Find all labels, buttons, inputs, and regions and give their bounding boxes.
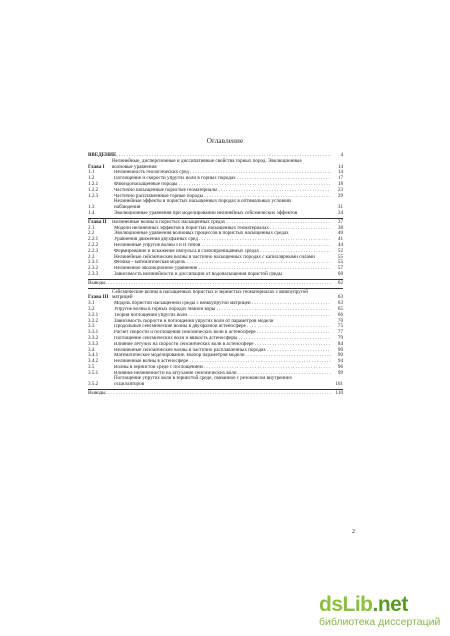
toc-entry: [88, 159, 343, 171]
toc-entry-title: Частично расплавленные горные породы . . .: [114, 194, 331, 200]
toc-entry-number: 2.2.1: [88, 236, 99, 243]
toc-separator: [88, 218, 343, 219]
toc-entry-title: Нелинейные упругие волны I и II типов . . .: [114, 243, 331, 249]
toc-entry-number: 3.4: [88, 346, 95, 353]
toc-entry-title: Расчет скорости и поглощения сейсмических волн в астеносфере . . .: [114, 330, 331, 336]
toc-entry-number: 2.3: [88, 253, 95, 260]
toc-entry-page: 41: [337, 236, 343, 243]
toc-entry-title: Модель пористой насыщенной среды с вязкоупругой матрицей . . .: [114, 301, 331, 307]
toc-entry-number: Выводы: [88, 279, 106, 286]
toc-entry-page: 55: [337, 253, 343, 260]
toc-entry-number: 3.5.1: [88, 369, 99, 376]
toc-entry-title: [106, 281, 331, 287]
toc-entry-title: Продольные сейсмические волны в двухфазной астеносфере . . .: [114, 324, 331, 330]
toc-entry-page: 75: [337, 323, 343, 330]
toc-entry: [88, 281, 343, 287]
toc-entry-page: 57: [337, 265, 343, 272]
toc-entry-page: 96: [337, 363, 343, 370]
toc-entry-title: Поглощение и скорости упругих волн в горных породах . . .: [114, 176, 331, 182]
toc-entry-title: Эволюционные уравнения при моделировании нелинейных сейсмических эффектов: [114, 209, 298, 216]
toc-entry-number: 3.4.2: [88, 358, 99, 365]
toc-entry-number: 3.2: [88, 305, 95, 312]
toc-entry-number: Выводы: [88, 390, 106, 397]
toc-entry-title: Влияние нелинейности на затухание сейсмических волн . . .: [114, 371, 331, 377]
toc-entry-page: 38: [337, 224, 343, 231]
toc-entry-page: 29: [337, 192, 343, 199]
toc-entry-number: 3.3.3: [88, 340, 99, 347]
toc-entry-title: Зависимость нелинейности и диссипации от водонасыщения пористой среды: [114, 270, 283, 277]
page-number: 2: [352, 529, 355, 535]
toc-entry-number: 1.2.1: [88, 180, 99, 187]
toc-entry-page: 65: [337, 305, 343, 312]
toc-entry-title: Поглощение упругих волн в зернистой среде, связанное с резонансом внутренних осцилляторов: [114, 375, 293, 388]
toc-entry-page: 40: [337, 230, 343, 237]
toc-entry-page: 94: [337, 358, 343, 365]
toc-entry-page: 18: [337, 180, 343, 187]
toc-entry-number: 2.1: [88, 224, 95, 231]
toc-entry-number: 3.2.1: [88, 311, 99, 318]
toc-entry-page: 99: [337, 369, 343, 376]
toc-entry-page: 110: [335, 390, 343, 397]
toc-entry-title: Поглощение сейсмических волн и вязкость астеносферы . . .: [114, 336, 331, 342]
toc-entry-number: 2.3.1: [88, 259, 99, 266]
toc-entry-number: 3.5.2: [88, 381, 99, 388]
toc-entry-title: Нелинейные эффекты в пористых насыщенных породах в оптимальных условиях наблюдения: [114, 198, 292, 211]
toc-entry-number: 3.1: [88, 300, 95, 307]
toc-entry-number: 2.2.3: [88, 247, 99, 254]
table-of-contents: [88, 153, 343, 397]
toc-entry-page: 63: [337, 294, 343, 301]
toc-entry-number: 2.3.3: [88, 270, 99, 277]
toc-entry-page: 90: [337, 346, 343, 353]
toc-entry-number: 3.3.1: [88, 329, 99, 336]
toc-entry: [88, 290, 343, 302]
toc-entry-page: 66: [337, 311, 343, 318]
toc-entry-page: 55: [337, 259, 343, 266]
toc-entry-title: Нелинейные волны в пористых насыщенных средах . . .: [112, 220, 331, 226]
toc-entry-title: Теория поглощения упругих волн . . .: [114, 313, 331, 319]
toc-entry-page: 14: [337, 169, 343, 176]
toc-entry-number: Глава I: [88, 163, 105, 170]
toc-entry-title: Нелинейное эволюционное уравнение . . .: [114, 266, 331, 272]
toc-entry-title: Модели нелинейных эффектов в пористых насыщенных геоматериалах . . .: [114, 226, 331, 232]
toc-entry-page: 34: [337, 209, 343, 216]
toc-entry-page: 31: [337, 204, 343, 211]
toc-entry-number: 1.1: [88, 169, 95, 176]
dslib-watermark: [319, 593, 444, 633]
toc-entry-number: 1.3: [88, 204, 95, 211]
toc-entry-title: Нелинейные сейсмические волны в частично расплавленных породах . . .: [114, 348, 331, 354]
toc-entry-title: Флюидонасыщенные породы . . .: [114, 182, 331, 188]
toc-title: Оглавление: [206, 137, 244, 145]
toc-entry-number: Глава III: [88, 294, 109, 301]
toc-entry-page: 23: [337, 186, 343, 193]
watermark-subtitle: библиотека диссертаций: [319, 616, 441, 628]
toc-entry-page: 44: [337, 241, 343, 248]
toc-entry-title: Влияние летучих на скорости сейсмических волн в астеносфере . . .: [114, 342, 331, 348]
toc-entry-title: Формирование и искажение импульса в слабопроницаемых средах . . .: [114, 249, 331, 255]
toc-entry: [88, 211, 343, 217]
toc-entry-number: 1.2.2: [88, 186, 99, 193]
toc-entry-page: 101: [335, 381, 343, 388]
toc-entry-title: [106, 391, 331, 397]
toc-entry-number: 3.3: [88, 323, 95, 330]
toc-entry: [88, 376, 343, 388]
toc-entry-title: Уравнения движения двухфазных сред . . .: [114, 237, 331, 243]
toc-entry-title: Нелинейность геологических сред . . .: [114, 170, 331, 176]
toc-entry-page: 77: [337, 329, 343, 336]
toc-entry-page: 52: [337, 247, 343, 254]
toc-entry-title: Частично насыщенные пористые геоматериалы . . .: [114, 188, 331, 194]
dslib-logo: dsLib.net: [319, 593, 408, 616]
toc-entry-number: Глава II: [88, 218, 107, 225]
toc-separator: [88, 279, 343, 280]
toc-entry-title: Зависимость скорости и поглощения упругих волн от параметров модели: [114, 317, 274, 324]
toc-entry-title: Физико - математическая модель . . .: [114, 260, 331, 266]
toc-entry: [88, 272, 343, 278]
toc-entry-page: 90: [337, 352, 343, 359]
toc-entry-number: 3.2.2: [88, 317, 99, 324]
toc-entry-page: 4: [340, 152, 343, 158]
toc-entry-number: ВВЕДЕНИЕ: [88, 152, 117, 158]
toc-entry-page: 79: [337, 334, 343, 341]
toc-entry-number: 2.2.2: [88, 241, 99, 248]
toc-entry-page: 62: [337, 279, 343, 286]
toc-entry-title: Нелинейные сейсмические волны в частично насыщенных породах с капиллярными силами: [114, 253, 315, 260]
toc-entry: [88, 391, 343, 397]
toc-entry-number: 2.3.2: [88, 265, 99, 272]
toc-entry-page: 17: [337, 175, 343, 182]
toc-entry-page: 70: [337, 317, 343, 324]
toc-entry-number: 1.2.3: [88, 192, 99, 199]
toc-entry-number: 3.5: [88, 363, 95, 370]
toc-entry-title: Нелинейные, дисперсионные и диссипативные свойства горных пород. Эволюционные волновые уравнения: [112, 157, 302, 170]
toc-entry-number: 3.3.2: [88, 334, 99, 341]
toc-entry-number: 3.4.1: [88, 352, 99, 359]
toc-entry-page: 63: [337, 300, 343, 307]
toc-separator: [88, 389, 343, 390]
toc-entry-number: 1.2: [88, 175, 95, 182]
toc-entry-number: 2.2: [88, 230, 95, 237]
toc-entry-title: Эволюционные уравнения волновых процессов в пористых насыщенных средах: [114, 230, 289, 237]
toc-entry-page: 37: [337, 218, 343, 225]
toc-entry-title: Нелинейные волны в астеносфере . . .: [114, 359, 331, 365]
toc-entry-title: Волны в зернистой среде с поглощением . . .: [114, 365, 331, 371]
toc-entry-number: 1.4: [88, 209, 95, 216]
toc-entry-page: 60: [337, 270, 343, 277]
toc-entry-page: 14: [337, 163, 343, 170]
toc-entry-title: Упругие волны в горных породах земной коры . . .: [114, 307, 331, 313]
toc-entry-page: 84: [337, 340, 343, 347]
toc-entry-title: Математическое моделирование. Выбор параметров модели . . .: [114, 353, 331, 359]
toc-entry-title: Сейсмические волны в насыщенных пористых и зернистых геоматериалах с вязкоупругой матрицей: [112, 288, 308, 301]
